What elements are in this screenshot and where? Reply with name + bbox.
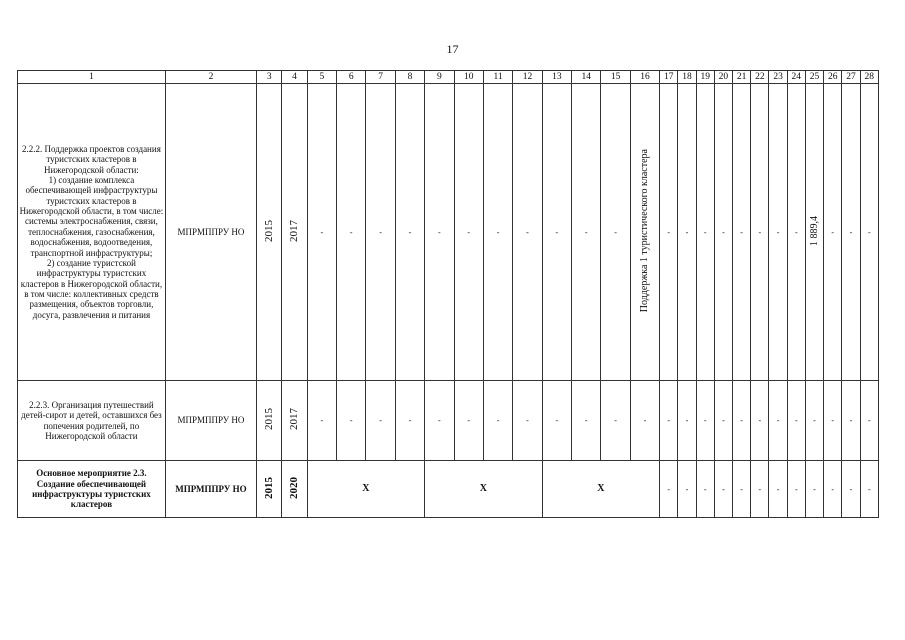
dash-mark: - <box>758 484 762 494</box>
value-cell <box>366 381 395 461</box>
value-cell <box>660 381 678 461</box>
header-cell: 28 <box>860 71 878 84</box>
value-cell <box>824 84 842 381</box>
dash-mark: - <box>867 484 871 494</box>
dash-mark: - <box>794 416 798 426</box>
merged-cell-13-16 <box>542 461 660 518</box>
description-cell: Основное мероприятие 2.3. Создание обеспечивающей инфраструктуры туристских кластеров <box>18 461 166 518</box>
dash-mark: - <box>685 484 689 494</box>
dash-mark: - <box>758 416 762 426</box>
dash-mark: - <box>685 227 689 237</box>
dash-mark: - <box>614 416 617 426</box>
dash-mark: - <box>667 484 671 494</box>
table-row <box>18 84 879 381</box>
header-cell: 20 <box>714 71 732 84</box>
header-cell: 9 <box>425 71 454 84</box>
dash-mark: - <box>722 484 725 494</box>
header-cell: 12 <box>513 71 542 84</box>
dash-mark: - <box>740 484 743 494</box>
end-year: 2017 <box>288 408 301 431</box>
dash-mark: - <box>320 416 324 426</box>
value-cell <box>769 461 787 518</box>
header-cell: 25 <box>805 71 823 84</box>
value-cell <box>714 84 732 381</box>
dash-mark: - <box>438 416 441 426</box>
dash-mark: - <box>831 227 835 237</box>
end-year-cell <box>282 381 307 461</box>
header-cell: 6 <box>337 71 366 84</box>
vertical-text: 1 889,4 <box>808 215 820 246</box>
dash-mark: - <box>467 227 471 237</box>
merged-cell-9-12 <box>425 461 543 518</box>
value-cell <box>842 381 860 461</box>
dash-mark: - <box>867 416 871 426</box>
value-cell <box>860 461 878 518</box>
table-row <box>18 461 879 518</box>
dash-mark: - <box>776 484 780 494</box>
header-cell: 4 <box>282 71 307 84</box>
dash-mark: - <box>722 227 725 237</box>
end-year-cell <box>282 461 307 518</box>
header-cell: 13 <box>542 71 571 84</box>
value-cell <box>860 84 878 381</box>
dash-mark: - <box>794 227 798 237</box>
value-cell <box>860 381 878 461</box>
x-mark: X <box>597 483 605 495</box>
value-cell <box>483 84 512 381</box>
header-cell: 22 <box>751 71 769 84</box>
header-cell: 19 <box>696 71 714 84</box>
dash-mark: - <box>849 484 853 494</box>
value-cell <box>787 461 805 518</box>
value-cell <box>572 381 601 461</box>
value-cell <box>842 461 860 518</box>
value-cell <box>805 84 823 381</box>
value-cell <box>787 381 805 461</box>
dash-mark: - <box>831 416 835 426</box>
end-year-cell <box>282 84 307 381</box>
value-cell <box>542 84 571 381</box>
header-cell: 27 <box>842 71 860 84</box>
value-cell <box>769 84 787 381</box>
dash-mark: - <box>776 416 780 426</box>
value-cell <box>366 84 395 381</box>
value-cell <box>572 84 601 381</box>
table-row <box>18 381 879 461</box>
value-cell <box>395 84 424 381</box>
value-cell <box>678 461 696 518</box>
start-year: 2015 <box>262 408 275 431</box>
program-table <box>17 70 879 518</box>
value-cell <box>660 461 678 518</box>
value-cell <box>395 381 424 461</box>
merged-cell-5-8 <box>307 461 425 518</box>
page-number: 17 <box>446 42 459 56</box>
dash-mark: - <box>867 227 871 237</box>
header-cell: 2 <box>165 71 256 84</box>
value-cell <box>696 461 714 518</box>
value-cell <box>714 461 732 518</box>
value-cell <box>542 381 571 461</box>
value-cell <box>425 84 454 381</box>
value-cell <box>751 461 769 518</box>
end-year: 2020 <box>288 476 301 499</box>
header-row <box>18 71 879 84</box>
dash-mark: - <box>849 416 853 426</box>
responsible-cell: МПРМППРУ НО <box>165 461 256 518</box>
dash-mark: - <box>555 416 559 426</box>
value-cell <box>678 84 696 381</box>
dash-mark: - <box>555 227 559 237</box>
dash-mark: - <box>740 416 743 426</box>
value-cell <box>483 381 512 461</box>
dash-mark: - <box>467 416 471 426</box>
header-cell: 1 <box>18 71 166 84</box>
dash-mark: - <box>776 227 780 237</box>
header-cell: 24 <box>787 71 805 84</box>
value-cell <box>824 381 842 461</box>
dash-mark: - <box>349 416 353 426</box>
value-cell <box>751 381 769 461</box>
header-cell: 5 <box>307 71 336 84</box>
dash-mark: - <box>794 484 798 494</box>
value-cell <box>307 381 336 461</box>
value-cell <box>660 84 678 381</box>
start-year-cell <box>257 461 282 518</box>
value-cell <box>733 84 751 381</box>
value-cell <box>824 461 842 518</box>
value-cell <box>696 84 714 381</box>
dash-mark: - <box>831 484 835 494</box>
value-cell <box>513 381 542 461</box>
dash-mark: - <box>526 416 529 426</box>
header-cell: 3 <box>257 71 282 84</box>
dash-mark: - <box>408 227 412 237</box>
value-cell <box>751 84 769 381</box>
value-cell <box>787 84 805 381</box>
value-cell <box>842 84 860 381</box>
dash-mark: - <box>813 416 816 426</box>
header-cell: 18 <box>678 71 696 84</box>
header-cell: 16 <box>630 71 659 84</box>
vertical-text: Поддержка 1 туристического кластера <box>639 149 651 313</box>
description-cell: 2.2.2. Поддержка проектов создания туристских кластеров в Нижегородской области: 1) создание комплекса обеспечивающей инфраструктуры туристских кластеров в Нижегородской области, в том числе: системы электроснабжения, связи, теплоснабжения, газоснабжения, водоснабжения, водоотведения, транспортной инфраструктуры; 2) создание туристской инфраструктуры туристских кластеров в Нижегородской области, в том числе: коллективных средств размещения, объектов торговли, досуга, развлечения и питания <box>18 84 166 381</box>
value-cell <box>769 381 787 461</box>
end-year: 2017 <box>288 219 301 242</box>
dash-mark: - <box>320 227 324 237</box>
dash-mark: - <box>643 416 647 426</box>
value-cell <box>678 381 696 461</box>
dash-mark: - <box>496 227 500 237</box>
dash-mark: - <box>703 484 707 494</box>
header-cell: 15 <box>601 71 630 84</box>
start-year: 2015 <box>262 219 275 242</box>
dash-mark: - <box>667 227 671 237</box>
header-cell: 17 <box>660 71 678 84</box>
dash-mark: - <box>667 416 671 426</box>
start-year: 2015 <box>262 476 275 499</box>
value-cell <box>630 381 659 461</box>
start-year-cell <box>257 84 282 381</box>
value-cell <box>805 381 823 461</box>
dash-mark: - <box>408 416 412 426</box>
x-mark: X <box>362 483 370 495</box>
dash-mark: - <box>758 227 762 237</box>
value-cell <box>337 84 366 381</box>
value-cell <box>454 84 483 381</box>
value-cell <box>714 381 732 461</box>
dash-mark: - <box>703 227 707 237</box>
dash-mark: - <box>685 416 689 426</box>
x-mark: X <box>479 483 488 495</box>
value-cell <box>733 381 751 461</box>
value-cell <box>454 381 483 461</box>
value-cell <box>630 84 659 381</box>
value-cell <box>601 381 630 461</box>
dash-mark: - <box>349 227 353 237</box>
header-cell: 23 <box>769 71 787 84</box>
description-cell: 2.2.3. Организация путешествий детей-сирот и детей, оставшихся без попечения родителей, по Нижегородской области <box>18 381 166 461</box>
value-cell <box>513 84 542 381</box>
value-cell <box>601 84 630 381</box>
dash-mark: - <box>438 227 441 237</box>
dash-mark: - <box>584 416 588 426</box>
header-cell: 21 <box>733 71 751 84</box>
dash-mark: - <box>584 227 588 237</box>
responsible-cell: МПРМППРУ НО <box>165 84 256 381</box>
dash-mark: - <box>813 484 816 494</box>
value-cell <box>337 381 366 461</box>
value-cell <box>733 461 751 518</box>
header-cell: 8 <box>395 71 424 84</box>
start-year-cell <box>257 381 282 461</box>
dash-mark: - <box>526 227 529 237</box>
dash-mark: - <box>722 416 725 426</box>
header-cell: 26 <box>824 71 842 84</box>
header-cell: 10 <box>454 71 483 84</box>
responsible-cell: МПРМППРУ НО <box>165 381 256 461</box>
value-cell <box>805 461 823 518</box>
dash-mark: - <box>379 227 382 237</box>
header-cell: 14 <box>572 71 601 84</box>
dash-mark: - <box>740 227 743 237</box>
value-cell <box>696 381 714 461</box>
dash-mark: - <box>849 227 853 237</box>
dash-mark: - <box>379 416 382 426</box>
dash-mark: - <box>496 416 500 426</box>
dash-mark: - <box>614 227 617 237</box>
header-cell: 7 <box>366 71 395 84</box>
value-cell <box>307 84 336 381</box>
value-cell <box>425 381 454 461</box>
header-cell: 11 <box>483 71 512 84</box>
dash-mark: - <box>703 416 707 426</box>
